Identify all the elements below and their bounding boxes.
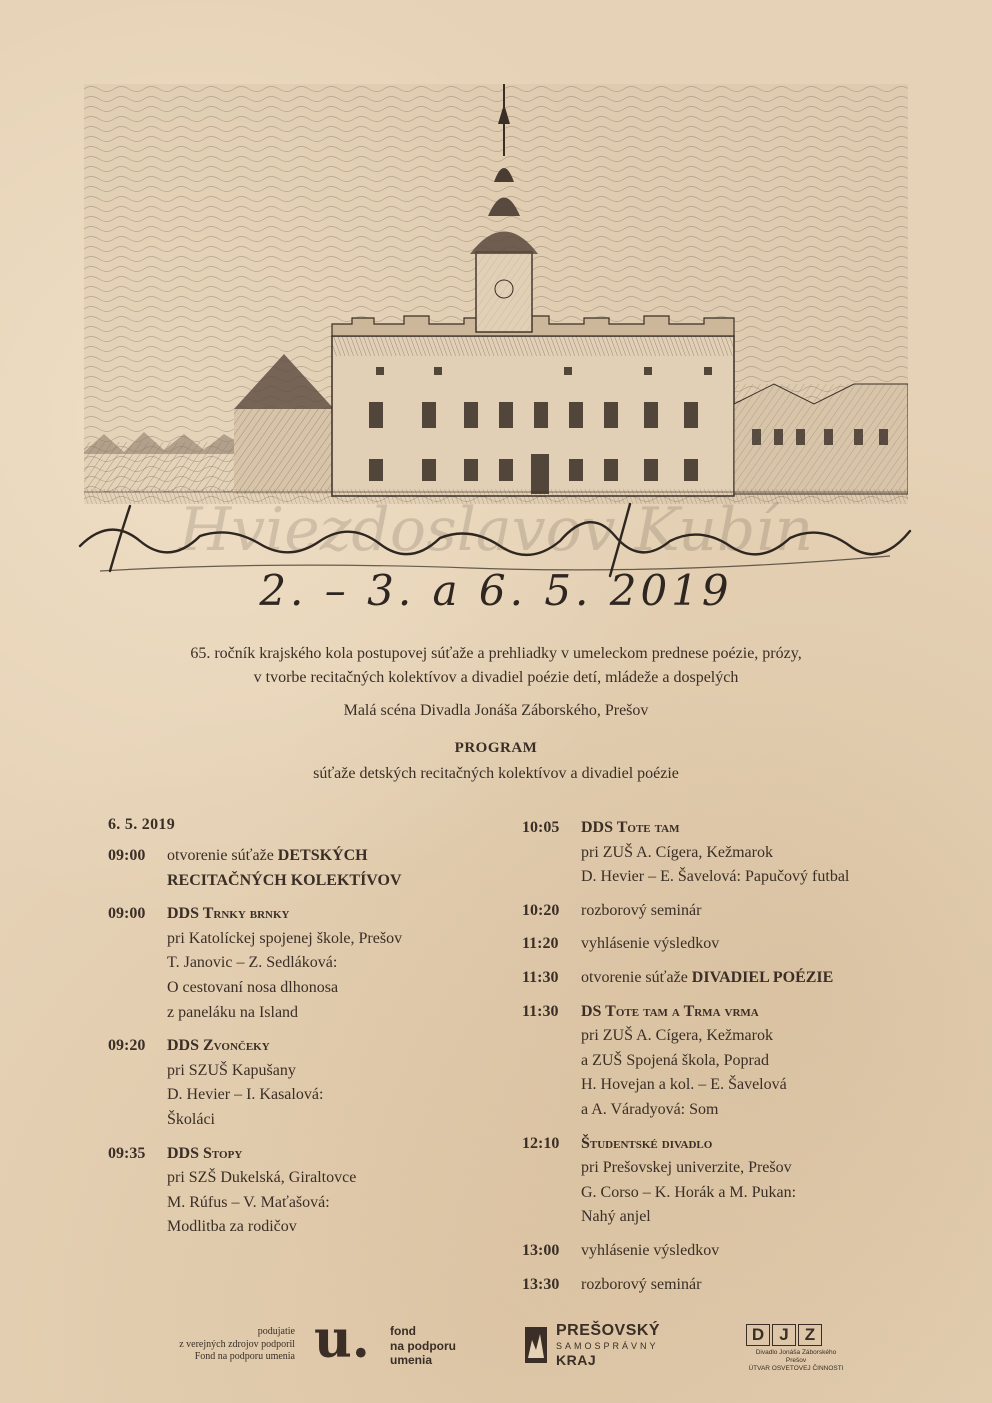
- fpu-logo-line: na podporu: [390, 1338, 456, 1353]
- entry-time: 11:30: [522, 1002, 559, 1020]
- fpu-logo-icon: u.: [314, 1309, 370, 1370]
- entry-line: pri Prešovskej univerzite, Prešov: [581, 1159, 792, 1177]
- fpu-logo-line: fond: [390, 1324, 416, 1338]
- schedule-entry: [108, 1142, 448, 1240]
- entry-line: vyhlásenie výsledkov: [581, 935, 720, 953]
- djz-logo-line: ÚTVAR OSVETOVEJ ČINNOSTI: [748, 1365, 844, 1372]
- psk-crest-icon: [524, 1326, 548, 1364]
- schedule-right-column: [522, 816, 902, 1306]
- entry-line: otvorenie súťaže: [167, 847, 274, 864]
- schedule-entry: [108, 1034, 448, 1132]
- schedule-entry: [108, 844, 448, 893]
- entry-line: pri ZUŠ A. Cígera, Kežmarok: [581, 1027, 773, 1045]
- entry-line: pri SZUŠ Kapušany: [167, 1061, 296, 1079]
- entry-line: pri Katolíckej spojenej škole, Prešov: [167, 929, 403, 947]
- entry-line: rozborový seminár: [581, 901, 702, 919]
- schedule-entry: [108, 902, 448, 1025]
- entry-time: 09:20: [108, 1037, 146, 1055]
- fpu-logo-line: umenia: [390, 1353, 433, 1367]
- entry-line: pri SZŠ Dukelská, Giraltovce: [167, 1169, 357, 1187]
- psk-logo-line: SAMOSPRÁVNY: [556, 1341, 659, 1351]
- entry-line: G. Corso – K. Horák a M. Pukan:: [581, 1183, 797, 1201]
- entry-line: M. Rúfus – V. Maťašová:: [167, 1193, 330, 1211]
- djz-logo-letter: J: [772, 1324, 796, 1346]
- entry-line: D. Hevier – E. Šavelová: Papučový futbal: [581, 868, 850, 886]
- intro-line-2: v tvorbe recitačných kolektívov a divadiel poézie detí, mládeže a dospelých: [253, 669, 739, 686]
- entry-line: a ZUŠ Spojená škola, Poprad: [581, 1051, 769, 1069]
- entry-line: Modlitba za rodičov: [167, 1218, 297, 1236]
- schedule-entry: [522, 1132, 902, 1230]
- entry-time: 09:00: [108, 847, 146, 864]
- entry-time: 11:20: [522, 935, 559, 953]
- entry-line: T. Janovic – Z. Sedláková:: [167, 954, 338, 972]
- ensemble-name: DS Tote tam a Trma vrma: [581, 1002, 759, 1020]
- ensemble-name: DDS Stopy: [167, 1144, 243, 1162]
- entry-time: 11:30: [522, 968, 559, 986]
- entry-line: H. Hovejan a kol. – E. Šavelová: [581, 1076, 787, 1094]
- entry-line: Školáci: [167, 1110, 215, 1128]
- entry-line: vyhlásenie výsledkov: [581, 1241, 720, 1259]
- schedule-entry: [522, 932, 902, 957]
- schedule-entry: [522, 1239, 902, 1264]
- entry-line: O cestovaní nosa dlhonosa: [167, 978, 339, 996]
- entry-line: DIVADIEL POÉZIE: [691, 968, 834, 986]
- entry-time: 10:20: [522, 901, 560, 919]
- entry-line: rozborový seminár: [581, 1275, 702, 1293]
- schedule-left-column: [108, 816, 448, 1249]
- support-note-line: z verejných zdrojov podporil: [179, 1338, 295, 1350]
- entry-time: 12:10: [522, 1134, 560, 1152]
- ensemble-name: DDS Tote tam: [581, 819, 680, 836]
- program-heading: PROGRAM: [454, 740, 538, 756]
- town-hall-illustration: [84, 84, 908, 504]
- psk-logo-line: PREŠOVSKÝ: [556, 1322, 661, 1339]
- svg-text:Hviezdoslavov Kubín: Hviezdoslavov Kubín: [178, 495, 814, 565]
- entry-time: 09:35: [108, 1144, 146, 1162]
- djz-logo-letter: Z: [798, 1324, 822, 1346]
- event-date-script: 2. – 3. a 6. 5. 2019: [259, 566, 733, 615]
- djz-logo-line: Divadlo Jonáša Záborského: [755, 1349, 837, 1356]
- ensemble-name: DDS Zvončeky: [167, 1037, 270, 1055]
- entry-line: otvorenie súťaže: [581, 968, 688, 986]
- schedule-entry: [522, 966, 902, 991]
- support-note-line: podujatie: [257, 1326, 295, 1337]
- entry-time: 13:00: [522, 1241, 560, 1259]
- entry-line: RECITAČNÝCH KOLEKTÍVOV: [167, 871, 402, 889]
- schedule-date: 6. 5. 2019: [108, 816, 175, 833]
- entry-line: z paneláku na Island: [167, 1003, 299, 1021]
- schedule-entry: [522, 899, 902, 924]
- entry-line: Nahý anjel: [581, 1208, 651, 1226]
- entry-line: DETSKÝCH: [277, 847, 368, 864]
- program-subheading: súťaže detských recitačných kolektívov a divadiel poézie: [313, 765, 679, 782]
- venue: Malá scéna Divadla Jonáša Záborského, Prešov: [343, 702, 649, 719]
- support-note: [150, 1326, 295, 1364]
- sponsor-footer: [0, 1309, 992, 1378]
- entry-time: 09:00: [108, 905, 146, 923]
- djz-logo-line: Prešov: [785, 1357, 807, 1364]
- fpu-logo-text: [390, 1324, 480, 1368]
- ensemble-name: DDS Trnky brnky: [167, 905, 290, 923]
- schedule-entry: [522, 1273, 902, 1298]
- intro-line-1: 65. ročník krajského kola postupovej súťaže a prehliadky v umeleckom prednese poézie, prózy,: [190, 645, 802, 662]
- djz-logo: [746, 1324, 822, 1346]
- ensemble-name: Študentské divadlo: [581, 1134, 713, 1152]
- psk-logo-text: [556, 1322, 696, 1368]
- entry-time: 13:30: [522, 1275, 560, 1293]
- schedule-entry: [522, 1000, 902, 1123]
- schedule-entry: [522, 816, 902, 890]
- support-note-line: Fond na podporu umenia: [194, 1351, 295, 1362]
- entry-line: a A. Váradyová: Som: [581, 1100, 719, 1118]
- entry-line: D. Hevier – I. Kasalová:: [167, 1086, 324, 1104]
- psk-logo-line: KRAJ: [556, 1352, 597, 1368]
- djz-logo-letter: D: [746, 1324, 770, 1346]
- djz-logo-subtext: [746, 1349, 846, 1373]
- entry-time: 10:05: [522, 819, 560, 836]
- entry-line: pri ZUŠ A. Cígera, Kežmarok: [581, 843, 773, 861]
